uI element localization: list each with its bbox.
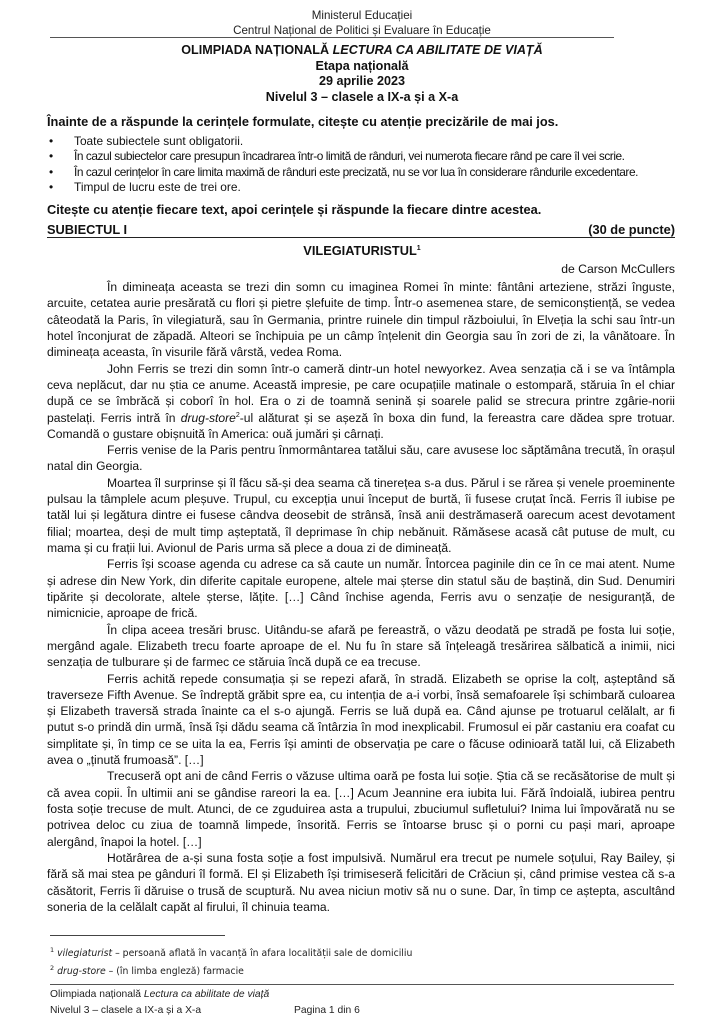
- olympiad-title: OLIMPIADA NAȚIONALĂ LECTURA CA ABILITATE DE VIAȚĂ: [181, 43, 543, 57]
- footnote-divider: [50, 935, 225, 936]
- exam-title-block: [0, 43, 724, 105]
- page-number: Pagina 1 din 6: [294, 1004, 360, 1016]
- subject-label: SUBIECTUL I: [47, 222, 128, 237]
- instruction-item: • Timpul de lucru este de trei ore.: [47, 180, 707, 195]
- exam-level: Nivelul 3 – clasele a IX-a și a X-a: [265, 89, 459, 104]
- story-author: de Carson McCullers: [561, 262, 675, 276]
- issuer-header: [0, 8, 724, 38]
- exam-date: 29 aprilie 2023: [318, 74, 406, 88]
- ministry-name: Ministerul Educației: [311, 9, 413, 22]
- reading-instruction: Citește cu atenție fiecare text, apoi cerințele și răspunde la fiecare dintre acestea.: [47, 202, 542, 217]
- paragraph: Ferris își scoase agenda cu adrese ca să caute un număr. Întorcea paginile din ce în ce mai atent. Nume și adrese din New York, din diferite capitale europene, altele mai șterse din statul său de baștină, din Sud. Denumiri tipărite și decolorate, altele șterse, lățite. […] Când închise agenda, Ferris avu o senzație de nesiguranță, de nimicnicie, aproape de frică.: [47, 557, 675, 621]
- instructions-heading: Înainte de a răspunde la cerințele formulate, citește cu atenție precizările de mai jos.: [47, 114, 559, 129]
- instruction-item: • Toate subiectele sunt obligatorii.: [47, 134, 707, 149]
- footnote-ref: 1: [416, 245, 421, 252]
- exam-stage: Etapa națională: [315, 58, 409, 73]
- footer-divider: [50, 984, 674, 985]
- paragraph: Hotărârea de a-și suna fosta soție a fost impulsivă. Numărul era trecut pe numele soțului, Ray Bailey, și fără să mai stea pe gânduri îl formă. El și Elizabeth își trimiseseră felicitări de Crăciun și, când primise vestea că s-a căsătorit, Ferris îi dăruise o trusă de scuptură. Nu avea niciun motiv să nu o sune. Dar, în timp ce aștepta, ascultând soneria de la celălalt capăt al firului, îl chinuia teama.: [47, 850, 675, 914]
- footer-level: Nivelul 3 – clasele a IX-a și a X-a: [50, 1004, 202, 1016]
- center-name: Centrul Național de Politici și Evaluare în Educație: [233, 24, 491, 37]
- instruction-item: • În cazul cerințelor în care limita maximă de rânduri este precizată, nu se vor lua în considerare rândurile excedentare.: [47, 165, 707, 180]
- page-footer: [50, 987, 360, 1018]
- paragraph: Trecuseră opt ani de când Ferris o văzuse ultima oară pe fosta lui soție. Știa că se recăsătorise de mult și că avea copii. În ultimii ani se gândise rareori la ea. […] Acum Jeannine era iubita lui. Fără îndoială, iubirea pentru fosta soție trecuse de mult. Atunci, de ce zguduirea asta a trupului, zbuciumul sufletului? Inima lui împovărată nu se potrivea deloc cu ziua de toamnă limpede, însorită. Ferris se întoarse brusc și o porni cu pași mari, aproape alergând, înapoi la hotel. […]: [47, 769, 675, 849]
- instructions-list: [47, 134, 707, 195]
- paragraph: Ferris venise de la Paris pentru înmormântarea tatălui său, care avusese loc săptămâna trecută, în orașul natal din Georgia.: [47, 443, 675, 474]
- paragraph: În dimineața aceasta se trezi din somn cu imaginea Romei în minte: fântâni arteziene, străzi înguste, arcuite, cetatea aurie presărată cu flori și pietre șlefuite de timp. Într-o asemenea stare, de semiconștiență, se vedea câteodată la Paris, în vilegiatură, sau în Germania, printre ruinele din timpul războiului, în Elveția la schi sau într-un hotel înconjurat de zăpadă. Alteori se închipuia pe un câmp înțelenit din Georgia sau în zori de zi, la vânătoare. În dimineața aceasta, în visurile fără vârstă, vedea Roma.: [47, 280, 675, 360]
- paragraph: John Ferris se trezi din somn într-o cameră dintr-un hotel newyorkez. Avea senzația că i se va întâmpla ceva neplăcut, dar nu știa ce anume. Această impresie, pe care ocupațiile matinale o estompară, stăruia în el chiar după ce se îmbrăcă și coborî în hol. Era o zi de toamnă senină și soarele palid se strecura printre zgârie-norii pastelați. Ferris intră în drug-store$^2$-ul alăturat și se așeză în boxa din fund, la fereastra care dădea spre trotuar. Comandă o gustare obișnuită în America: ouă jumări și cârnați.: [47, 361, 675, 441]
- story-text: [47, 279, 675, 915]
- footnote-ref: 2: [235, 411, 240, 419]
- paragraph: În clipa aceea tresări brusc. Uitându-se afară pe fereastră, o văzu deodată pe stradă pe fosta lui soție, mergând agale. Elizabeth trecu foarte aproape de el. Nu fu în stare să înțeleagă tresărirea sălbatică a inimii, nici senzația de tulburare și de farmec ce stăruia încă după ce ea trecuse.: [47, 622, 675, 670]
- footnote: $^2$ drug-store – (în limba engleză) farmacie: [50, 964, 244, 977]
- instruction-item: • În cazul subiectelor care presupun încadrarea într-o limită de rânduri, vei numerota fiecare rând pe care îl vei scrie.: [47, 149, 707, 164]
- header-divider: [50, 37, 614, 38]
- subject-header: [47, 222, 675, 238]
- story-title: VILEGIATURISTUL$^1$: [303, 243, 421, 258]
- olympiad-title-italic: LECTURA CA ABILITATE DE VIAȚĂ: [332, 43, 543, 57]
- footer-olympiad: Olimpiada națională Lectura ca abilitate de viață: [50, 989, 270, 1000]
- footnotes: [50, 943, 412, 979]
- paragraph: Ferris achită repede consumația și se repezi afară, în stradă. Elizabeth se oprise la colț, așteptând să traverseze Fifth Avenue. Se îndreptă grăbit spre ea, cu intenția de a-i vorbi, însă semafoarele își schimbară culoarea și Elizabeth traversă strada înainte ca el s-o ajungă. Ferris se luă după ea. Când ajunse pe trotuarul celălalt, ar fi putut s-o prindă din urmă, însă își dădu seama că întârzia în mod inexplicabil. Frumosul ei păr castaniu era coafat cu simplitate și, în timp ce se uita la ea, Ferris își aminti de observația pe care o făcuse odinioară tatăl lui, că Elizabeth avea o „ținută frumoasă”. […]: [47, 671, 675, 768]
- italic-term: drug-store: [180, 410, 236, 425]
- subject-points: (30 de puncte): [588, 222, 675, 237]
- footnote: $^1$ vilegiaturist – persoană aflată în vacanță în afara localității sale de domiciliu: [50, 946, 413, 959]
- paragraph: Moartea îl surprinse și îl făcu să-și dea seama că tinerețea s-a dus. Părul i se rărea și venele proeminente pulsau la tâmplele acum pleșuve. Trupul, cu excepția unui început de burtă, îi fusese cruțat încă. Ferris îl iubise pe tatăl lui și legătura dintre ei fusese cândva deosebit de strânsă, însă anii destrămaseră oarecum acest devotament filial; moartea, deși de mult timp așteptată, îl deprimase în chip nebănuit. Rămăsese acasă cât putuse de mult, cu mama și cu frații lui. Avionul de Paris urma să plece a doua zi de dimineață.: [47, 475, 675, 555]
